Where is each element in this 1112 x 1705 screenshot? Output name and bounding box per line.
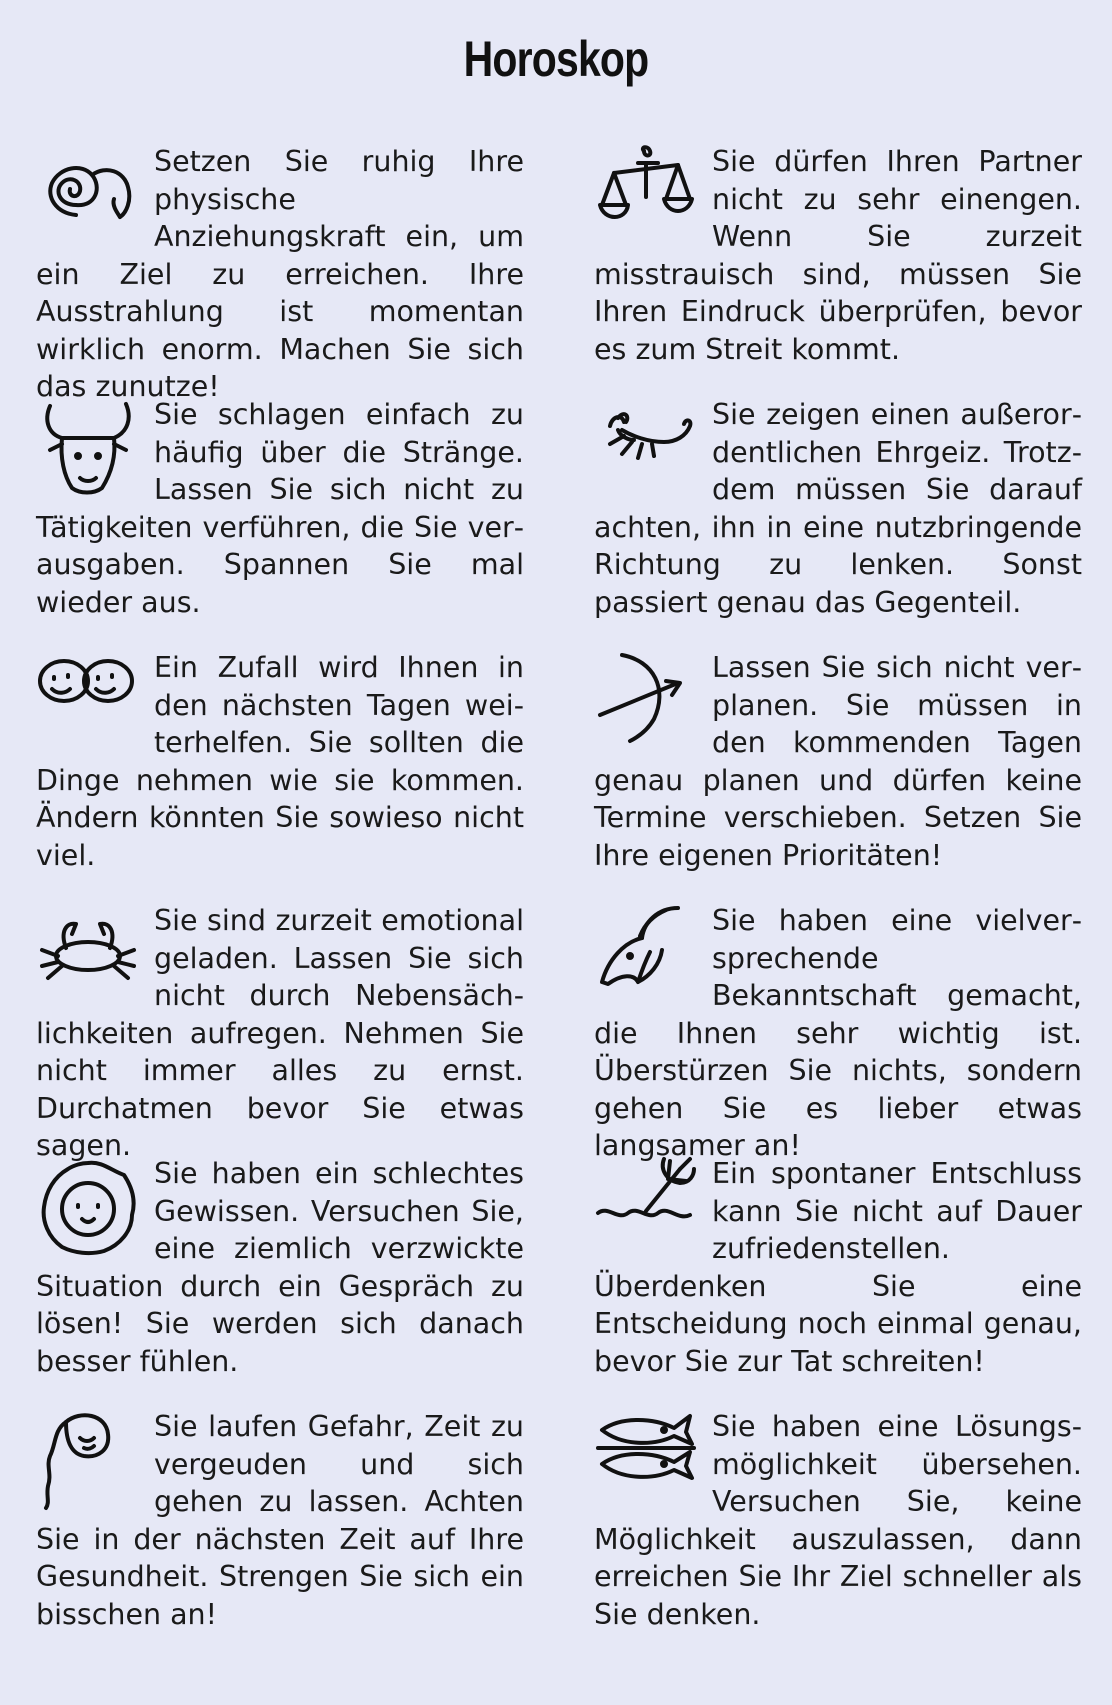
horoscope-text: Ein spontaner Entschluss kann Sie nicht auf Dauer zufriedenstellen. Überdenken Sie eine Entscheidung noch einmal genau, bevor Sie zur Tat schreiten!	[594, 1157, 1082, 1378]
horoscope-entry-libra	[594, 143, 1082, 396]
horoscope-entry-aries	[36, 143, 524, 403]
capricorn-goat-icon	[594, 902, 706, 1014]
horoscope-entry-taurus	[36, 396, 524, 649]
horoscope-text: Lassen Sie sich nicht verplanen. Sie müssen in den kommenden Tagen genau planen und dürfen keine Termine verschieben. Setzen Sie Ihre eigenen Prioritäten!	[594, 651, 1082, 872]
horoscope-entry-capricorn	[594, 902, 1082, 1162]
horoscope-text: Sie laufen Gefahr, Zeit zu vergeuden und sich gehen zu lassen. Achten Sie in der nächsten Zeit auf Ihre Gesundheit. Strengen Sie sich ein bisschen an!	[36, 1410, 524, 1631]
horoscope-text: Sie haben eine Lösungsmöglichkeit übersehen. Versuchen Sie, keine Möglichkeit auszulassen, dann erreichen Sie Ihr Ziel schneller als Sie denken.	[594, 1410, 1082, 1631]
right-column	[594, 143, 1082, 1661]
horoscope-text: Sie schlagen einfach zu häufig über die Stränge. Lassen Sie sich nicht zu Tätigkeiten verführen, die Sie verausgaben. Spannen Sie mal wieder aus.	[36, 398, 524, 619]
horoscope-entry-aquarius	[594, 1155, 1082, 1408]
scorpio-scorpion-icon	[594, 396, 706, 508]
cancer-crab-icon	[36, 902, 148, 1014]
taurus-bull-icon	[36, 396, 148, 508]
horoscope-text: Sie dürfen Ihren Partner nicht zu sehr einengen. Wenn Sie zurzeit misstrauisch sind, müssen Sie Ihren Eindruck überprüfen, bevor es zum Streit kommt.	[594, 145, 1082, 366]
gemini-twins-icon	[36, 649, 148, 761]
virgo-maiden-icon	[36, 1408, 148, 1520]
horoscope-text: Ein Zufall wird Ihnen in den nächsten Tagen weiterhelfen. Sie sollten die Dinge nehmen wie sie kommen. Ändern könnten Sie sowieso nicht viel.	[36, 651, 524, 872]
aries-ram-icon	[36, 143, 148, 255]
leo-lion-icon	[36, 1155, 148, 1267]
libra-scales-icon	[594, 143, 706, 255]
horoscope-text: Sie haben ein schlechtes Gewissen. Versuchen Sie, eine ziemlich verzwickte Situation durch ein Gespräch zu lösen! Sie werden sich danach besser fühlen.	[36, 1157, 524, 1378]
sagittarius-bow-icon	[594, 649, 706, 761]
page-title: Horoskop	[463, 31, 649, 87]
aquarius-trident-icon	[594, 1155, 706, 1267]
horoscope-entry-pisces	[594, 1408, 1082, 1661]
pisces-fish-icon	[594, 1408, 706, 1520]
horoscope-entry-cancer	[36, 902, 524, 1162]
horoscope-entry-gemini	[36, 649, 524, 902]
horoscope-text: Sie haben eine vielversprechende Bekanntschaft gemacht, die Ihnen sehr wichtig ist. Überstürzen Sie nichts, sondern gehen Sie es lieber etwas langsamer an!	[594, 904, 1082, 1162]
left-column	[36, 143, 524, 1661]
horoscope-entry-leo	[36, 1155, 524, 1408]
horoscope-text: Setzen Sie ruhig Ihre physische Anziehungskraft ein, um ein Ziel zu erreichen. Ihre Ausstrahlung ist momentan wirklich enorm. Machen Sie sich das zunutze!	[36, 145, 524, 403]
horoscope-entry-virgo	[36, 1408, 524, 1661]
horoscope-entry-scorpio	[594, 396, 1082, 649]
horoscope-text: Sie sind zurzeit emotional geladen. Lassen Sie sich nicht durch Nebensächlichkeiten aufregen. Nehmen Sie nicht immer alles zu ernst. Durchatmen bevor Sie etwas sagen.	[36, 904, 524, 1162]
horoscope-text: Sie zeigen einen außerordentlichen Ehrgeiz. Trotzdem müssen Sie darauf achten, ihn in eine nutzbringende Richtung zu lenken. Sonst passiert genau das Gegenteil.	[594, 398, 1082, 619]
horoscope-entry-sagittarius	[594, 649, 1082, 902]
